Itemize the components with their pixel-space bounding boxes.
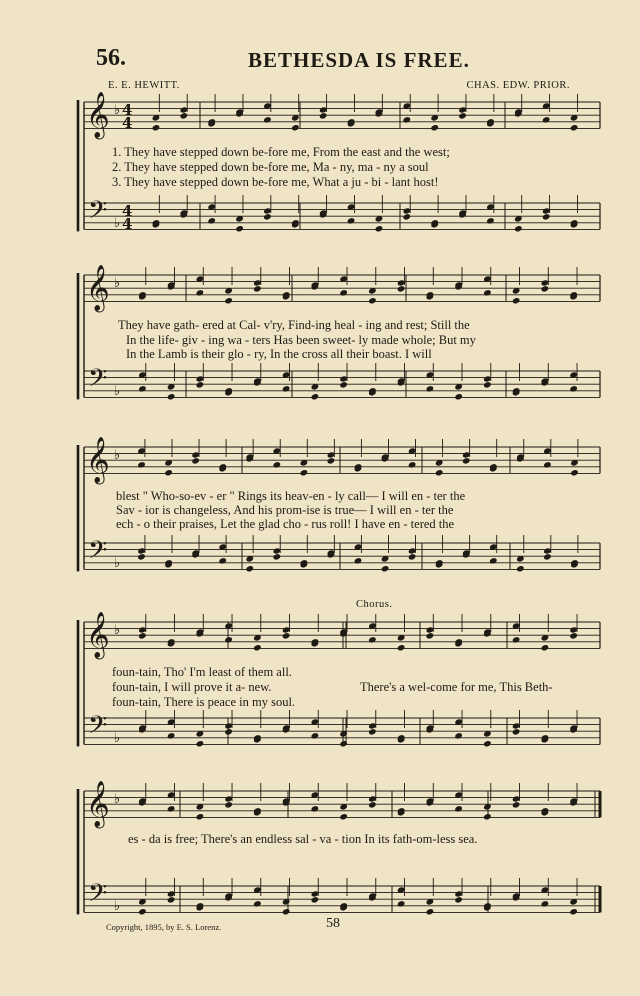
lyric-line: 1. They have stepped down be-fore me, From the east and the west;: [112, 145, 450, 159]
time-signature: 4: [122, 114, 133, 132]
lyric-line: In the life- giv - ing wa - ters Has been sweet- ly made whole; But my: [126, 333, 476, 347]
note-head: [430, 124, 439, 131]
note-head: [196, 381, 205, 388]
note-head: [516, 565, 525, 572]
note-head: [403, 213, 412, 220]
note-head: [253, 644, 262, 651]
note-head: [403, 116, 412, 123]
key-signature-flat: ♭: [114, 792, 121, 807]
note-head: [368, 636, 377, 643]
note-head: [224, 297, 233, 304]
lyric-line: es - da is free; There's an endless sal - va - tion In its fath-om-less sea.: [128, 832, 478, 846]
note-head: [397, 285, 406, 292]
note-head: [319, 112, 328, 119]
note-head: [512, 636, 521, 643]
note-head: [435, 469, 444, 476]
lyric-line: 2. They have stepped down be-fore me, Ma - ny, ma - ny a soul: [112, 160, 429, 174]
lyric-line: foun-tain, I will prove it a- new.: [112, 680, 272, 694]
note-head: [311, 393, 320, 400]
note-head: [483, 381, 492, 388]
note-head: [339, 381, 348, 388]
note-head: [462, 457, 471, 464]
note-head: [381, 565, 390, 572]
note-head: [426, 385, 435, 392]
key-signature-flat: ♭: [114, 448, 121, 463]
note-head: [263, 213, 272, 220]
note-head: [375, 225, 384, 232]
note-head: [300, 469, 309, 476]
note-head: [368, 801, 377, 808]
note-head: [397, 900, 406, 907]
note-head: [426, 908, 435, 915]
note-head: [282, 908, 291, 915]
note-head: [569, 632, 578, 639]
note-head: [167, 896, 176, 903]
note-head: [224, 728, 233, 735]
key-signature-flat: ♭: [114, 384, 121, 399]
note-head: [486, 217, 495, 224]
note-head: [137, 553, 146, 560]
note-head: [543, 553, 552, 560]
note-head: [354, 557, 363, 564]
note-head: [138, 908, 147, 915]
note-head: [512, 728, 521, 735]
note-head: [253, 285, 262, 292]
note-head: [368, 297, 377, 304]
note-head: [137, 461, 146, 468]
hymn-composer: CHAS. EDW. PRIOR.: [466, 80, 570, 91]
note-head: [218, 557, 227, 564]
note-head: [458, 112, 467, 119]
note-head: [191, 457, 200, 464]
treble-clef: 𝄞: [86, 92, 110, 138]
note-head: [224, 801, 233, 808]
note-head: [282, 385, 291, 392]
hymn-author: E. E. HEWITT.: [108, 80, 180, 91]
key-signature-flat: ♭: [114, 276, 121, 291]
lyric-line: 3. They have stepped down be-fore me, What a ju - bi - lant host!: [112, 175, 439, 189]
bass-clef: 𝄢: [88, 364, 108, 399]
note-head: [207, 217, 216, 224]
note-head: [541, 285, 550, 292]
note-head: [311, 896, 320, 903]
lyric-line: In the Lamb is their glo - ry, In the cross all their boast. I will: [126, 347, 432, 361]
note-head: [512, 297, 521, 304]
lyric-line: They have gath- ered at Cal- v'ry, Find-ing heal - ing and rest; Still the: [118, 318, 470, 332]
copyright-notice: Copyright, 1895, by E. S. Lorenz.: [106, 922, 222, 932]
treble-clef: 𝄞: [86, 612, 110, 658]
note-head: [541, 900, 550, 907]
note-head: [483, 289, 492, 296]
key-signature-flat: ♭: [114, 103, 121, 118]
key-signature-flat: ♭: [114, 623, 121, 638]
note-head: [483, 813, 492, 820]
note-head: [339, 289, 348, 296]
note-head: [253, 900, 262, 907]
note-head: [224, 636, 233, 643]
treble-clef: 𝄞: [86, 437, 110, 483]
chorus-lyric-line: There's a wel-come for me, This Beth-: [360, 680, 553, 694]
note-head: [408, 461, 417, 468]
treble-clef: 𝄞: [86, 781, 110, 827]
note-head: [245, 565, 254, 572]
note-head: [489, 557, 498, 564]
note-head: [196, 813, 205, 820]
note-head: [167, 805, 176, 812]
note-head: [273, 461, 282, 468]
note-head: [454, 393, 463, 400]
note-head: [454, 805, 463, 812]
key-signature-flat: ♭: [114, 556, 121, 571]
note-head: [569, 908, 578, 915]
lyric-line: ech - o their praises, Let the glad cho - rus roll! I have en - tered the: [116, 517, 455, 531]
note-head: [570, 469, 579, 476]
note-head: [408, 553, 417, 560]
note-head: [542, 116, 551, 123]
page-number: 58: [326, 916, 340, 931]
note-head: [339, 740, 348, 747]
lyric-line: blest " Who-so-ev - er " Rings its heav-en - ly call— I will en - ter the: [116, 489, 466, 503]
note-head: [263, 116, 272, 123]
hymn-title: BETHESDA IS FREE.: [248, 48, 470, 72]
note-head: [138, 385, 147, 392]
time-signature: 4: [122, 202, 133, 220]
note-head: [483, 740, 492, 747]
bass-clef: 𝄢: [88, 879, 108, 914]
bass-clef: 𝄢: [88, 196, 108, 231]
note-head: [426, 632, 435, 639]
bass-clef: 𝄢: [88, 536, 108, 571]
note-head: [167, 732, 176, 739]
note-head: [454, 732, 463, 739]
chorus-label: Chorus.: [356, 599, 393, 610]
note-head: [164, 469, 173, 476]
note-head: [196, 740, 205, 747]
note-head: [167, 393, 176, 400]
note-head: [570, 124, 579, 131]
key-signature-flat: ♭: [114, 216, 121, 231]
note-head: [569, 385, 578, 392]
note-head: [512, 801, 521, 808]
note-head: [152, 124, 161, 131]
note-head: [327, 457, 336, 464]
note-head: [339, 813, 348, 820]
note-head: [311, 805, 320, 812]
key-signature-flat: ♭: [114, 731, 121, 746]
treble-clef: 𝄞: [86, 265, 110, 311]
note-head: [138, 632, 147, 639]
lyric-line: foun-tain, There is peace in my soul.: [112, 695, 296, 709]
note-head: [273, 553, 282, 560]
note-head: [180, 112, 189, 119]
note-head: [543, 461, 552, 468]
note-head: [235, 225, 244, 232]
hymn-number: 56.: [96, 45, 126, 71]
lyric-line: Sav - ior is changeless, And his prom-ise is true— I will en - ter the: [116, 503, 454, 517]
time-signature: 4: [122, 101, 133, 119]
note-head: [282, 632, 291, 639]
note-head: [368, 728, 377, 735]
key-signature-flat: ♭: [114, 899, 121, 914]
note-head: [311, 732, 320, 739]
time-signature: 4: [122, 215, 133, 233]
bass-clef: 𝄢: [88, 711, 108, 746]
note-head: [397, 644, 406, 651]
note-head: [347, 217, 356, 224]
note-head: [196, 289, 205, 296]
lyric-line: foun-tain, Tho' I'm least of them all.: [112, 665, 292, 679]
note-head: [514, 225, 523, 232]
note-head: [454, 896, 463, 903]
note-head: [291, 124, 300, 131]
note-head: [542, 213, 551, 220]
note-head: [541, 644, 550, 651]
